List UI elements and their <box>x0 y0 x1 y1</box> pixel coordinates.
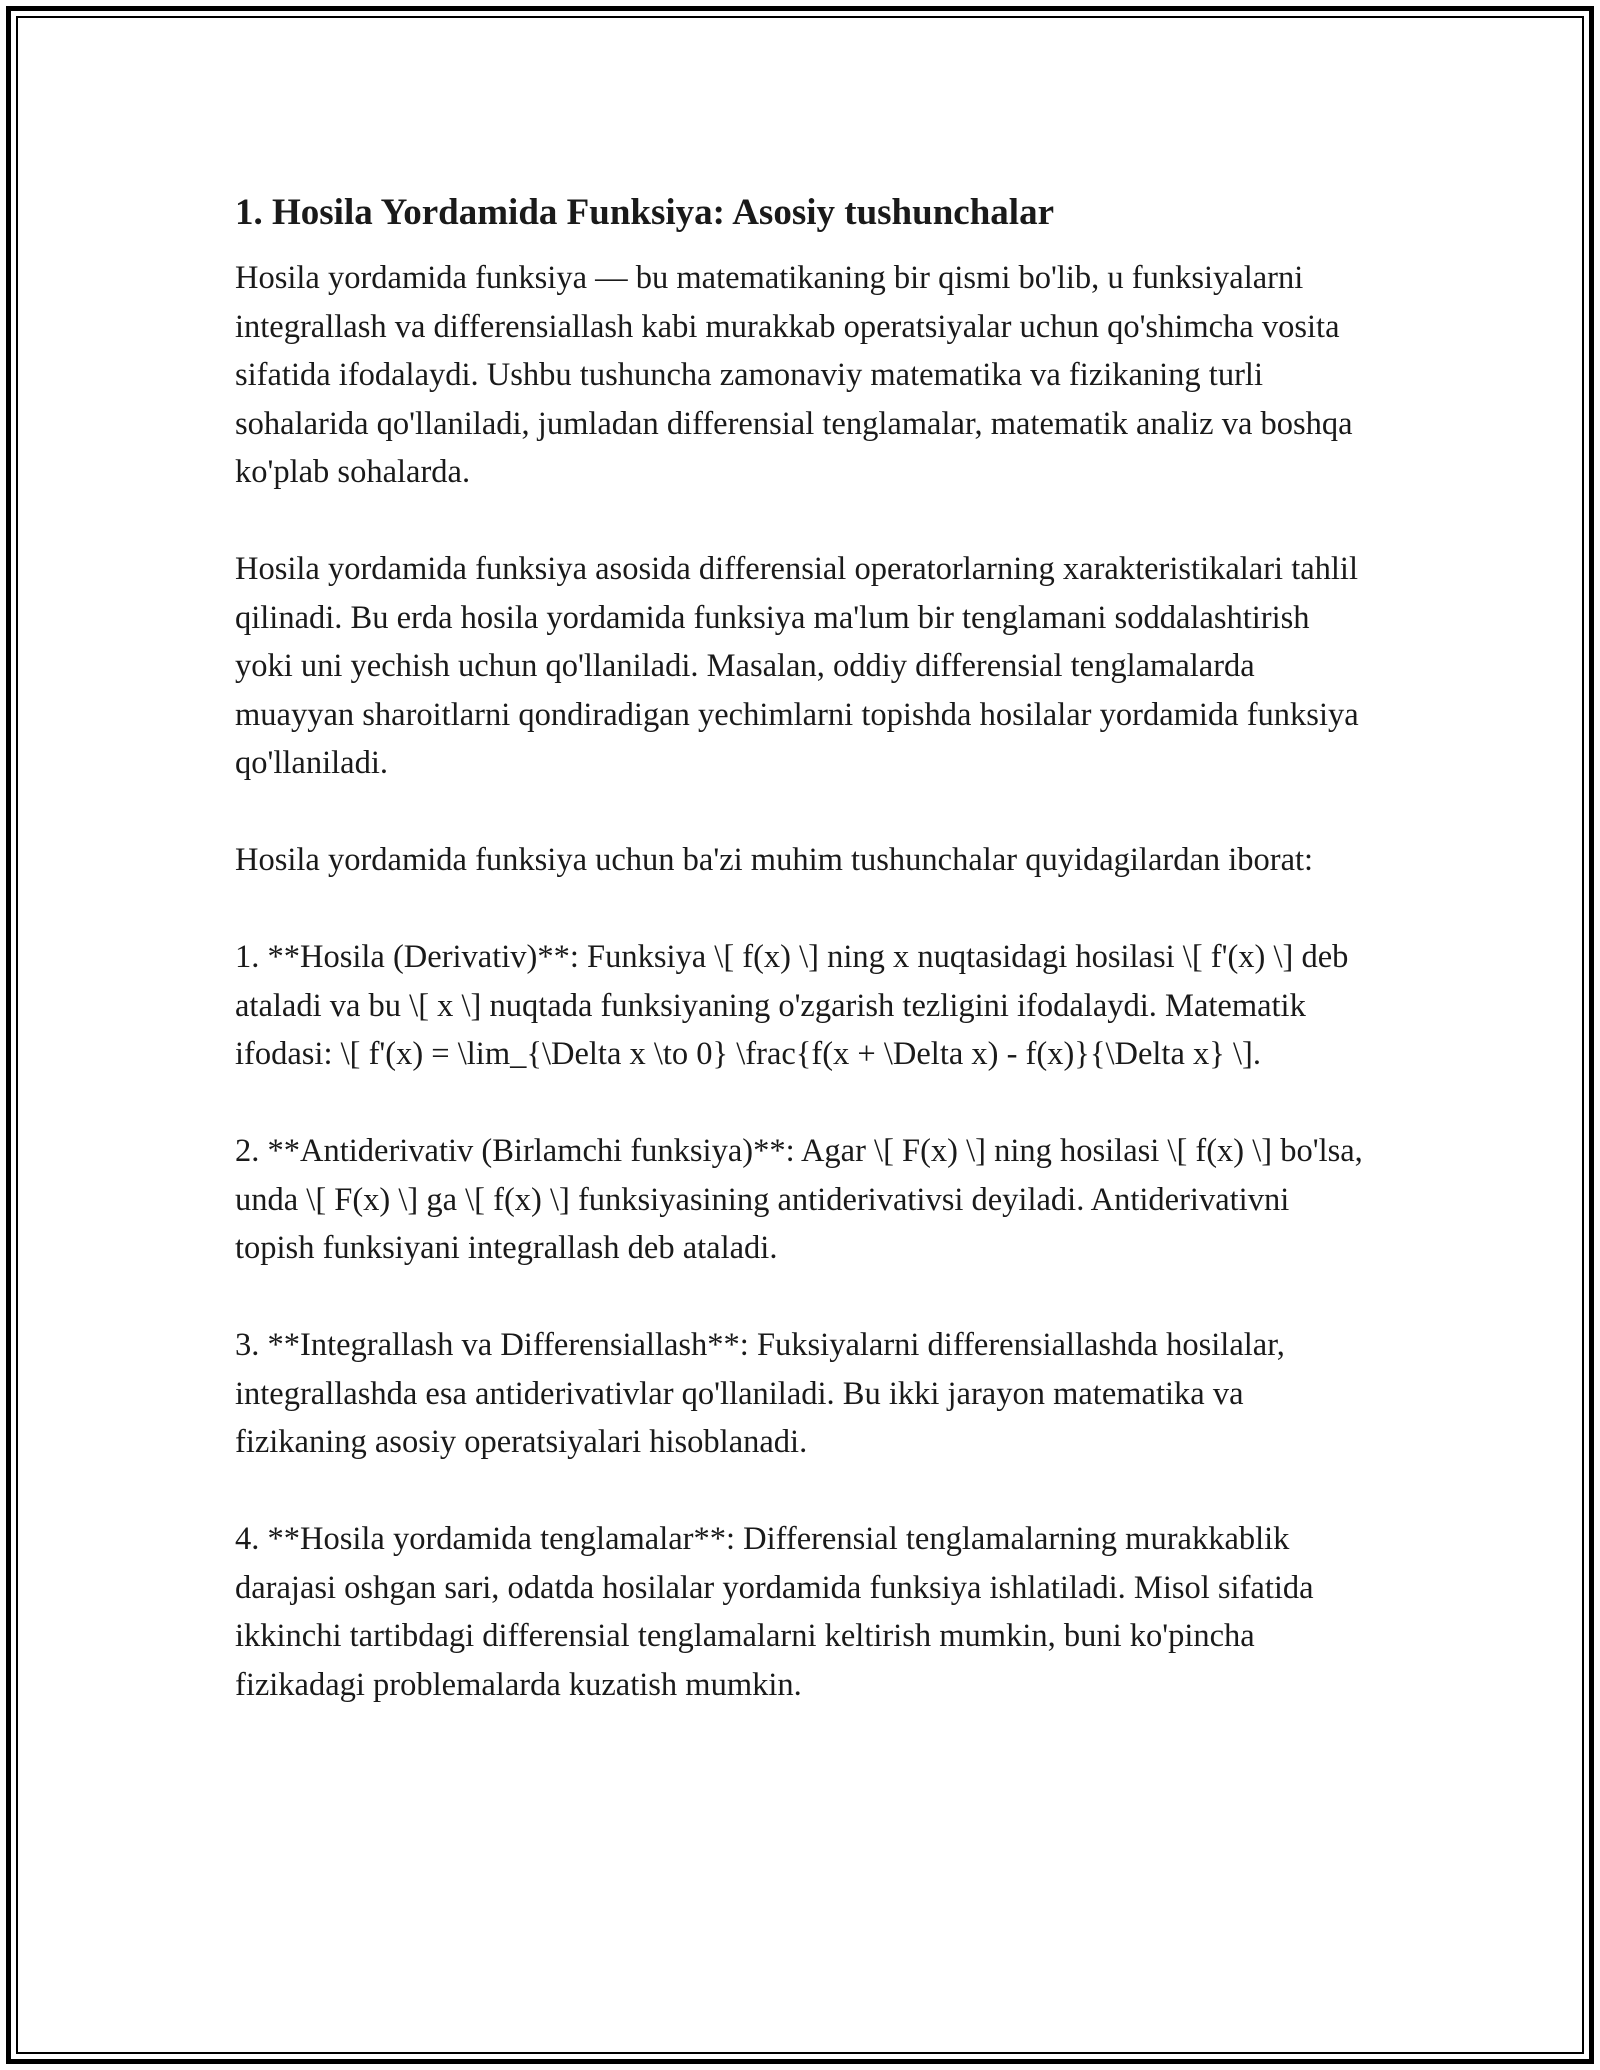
list-item-derivative-equations: 4. **Hosila yordamida tenglamalar**: Differensial tenglamalarning murakkablik darajasi oshgan sari, odatda hosilalar yordamida funksiya ishlatiladi. Misol sifatida ikkinchi tartibdagi differensial tenglamalarni keltirish mumkin, buni ko'pincha fizikadagi problemalarda kuzatish mumkin. <box>235 1521 1314 1703</box>
intro-paragraph: Hosila yordamida funksiya — bu matematikaning bir qismi bo'lib, u funksiyalarni integrallash va differensiallash kabi murakkab operatsiyalar uchun qo'shimcha vosita sifatida ifodalaydi. Ushbu tushuncha zamonaviy matematika va fizikaning turli sohalarida qo'llaniladi, jumladan differensial tenglamalar, matematik analiz va boshqa ko'plab sohalarda. <box>235 260 1353 490</box>
list-item-integration-differentiation: 3. **Integrallash va Differensiallash**: Fuksiyalarni differensiallashda hosilalar, integrallashda esa antiderivativlar qo'llaniladi. Bu ikki jarayon matematika va fizikaning asosiy operatsiyalari hisoblanadi. <box>235 1327 1285 1460</box>
list-item-antiderivative: 2. **Antiderivativ (Birlamchi funksiya)**: Agar \[ F(x) \] ning hosilasi \[ f(x) \] bo'lsa, unda \[ F(x) \] ga \[ f(x) \] funksiyasining antiderivativsi deyiladi. Antiderivativni topish funksiyani integrallash deb ataladi. <box>235 1133 1363 1266</box>
list-item-derivative: 1. **Hosila (Derivativ)**: Funksiya \[ f(x) \] ning x nuqtasidagi hosilasi \[ f'(x) \] deb ataladi va bu \[ x \] nuqtada funksiyaning o'zgarish tezligini ifodalaydi. Matematik ifodasi: \[ f'(x) = \lim_{\Delta x \to 0} \frac{f(x + \Delta x) - f(x)}{\Delta x} \]. <box>235 939 1349 1072</box>
concepts-intro-paragraph: Hosila yordamida funksiya uchun ba'zi muhim tushunchalar quyidagilardan iborat: <box>235 842 1314 878</box>
document-title: 1. Hosila Yordamida Funksiya: Asosiy tushunchalar <box>235 192 1054 233</box>
document-body <box>235 188 1365 1709</box>
operators-paragraph: Hosila yordamida funksiya asosida differensial operatorlarning xarakteristikalari tahlil qilinadi. Bu erda hosila yordamida funksiya ma'lum bir tenglamani soddalashtirish yoki uni yechish uchun qo'llaniladi. Masalan, oddiy differensial tenglamalarda muayyan sharoitlarni qondiradigan yechimlarni topishda hosilalar yordamida funksiya qo'llaniladi. <box>235 551 1359 781</box>
